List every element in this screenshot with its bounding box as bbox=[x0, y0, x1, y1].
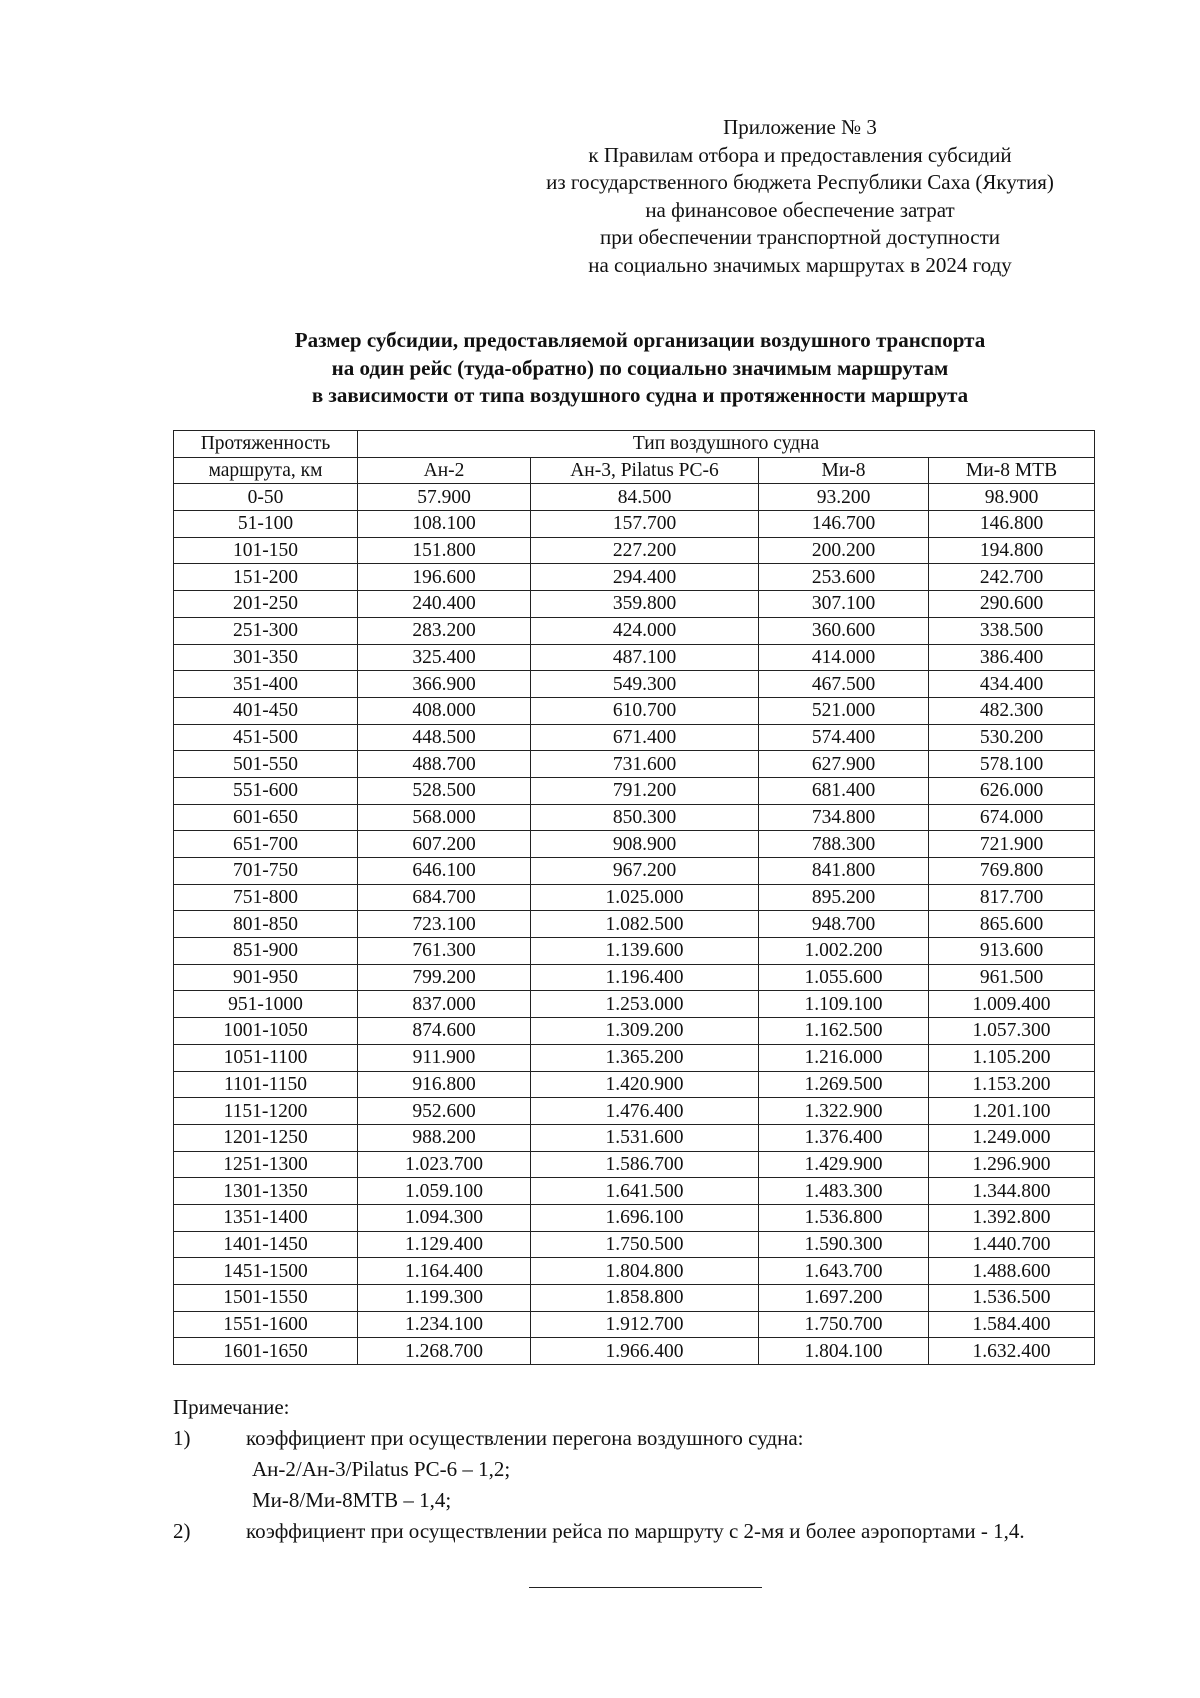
route-length-cell: 651-700 bbox=[174, 831, 358, 858]
mi8-mtv-value-cell: 674.000 bbox=[929, 804, 1095, 831]
header-aircraft-type: Тип воздушного судна bbox=[358, 431, 1095, 458]
header-an3-pilatus: Ан-3, Pilatus PC-6 bbox=[531, 457, 759, 484]
mi8-mtv-value-cell: 1.201.100 bbox=[929, 1098, 1095, 1125]
route-length-cell: 951-1000 bbox=[174, 991, 358, 1018]
an2-value-cell: 1.023.700 bbox=[358, 1151, 531, 1178]
mi8-mtv-value-cell: 1.296.900 bbox=[929, 1151, 1095, 1178]
an3-pilatus-value-cell: 1.253.000 bbox=[531, 991, 759, 1018]
table-row bbox=[174, 1178, 1095, 1205]
an3-pilatus-value-cell: 1.082.500 bbox=[531, 911, 759, 938]
mi8-mtv-value-cell: 194.800 bbox=[929, 537, 1095, 564]
an3-pilatus-value-cell: 1.420.900 bbox=[531, 1071, 759, 1098]
route-length-cell: 1101-1150 bbox=[174, 1071, 358, 1098]
table-row bbox=[174, 1124, 1095, 1151]
note-item bbox=[173, 1423, 1133, 1454]
mi8-value-cell: 1.162.500 bbox=[759, 1018, 929, 1045]
footer-divider bbox=[529, 1587, 762, 1588]
route-length-cell: 1051-1100 bbox=[174, 1044, 358, 1071]
route-length-cell: 1251-1300 bbox=[174, 1151, 358, 1178]
note-subitem-text: Ан-2/Ан-3/Pilatus PC-6 – 1,2; bbox=[252, 1457, 511, 1481]
notes-section bbox=[173, 1392, 1133, 1547]
mi8-value-cell: 1.055.600 bbox=[759, 964, 929, 991]
an2-value-cell: 684.700 bbox=[358, 884, 531, 911]
mi8-mtv-value-cell: 1.440.700 bbox=[929, 1231, 1095, 1258]
appendix-header bbox=[480, 114, 1120, 279]
appendix-header-line: из государственного бюджета Республики Саха (Якутия) bbox=[546, 170, 1054, 194]
table-row bbox=[174, 1258, 1095, 1285]
mi8-value-cell: 681.400 bbox=[759, 777, 929, 804]
table-row bbox=[174, 858, 1095, 885]
mi8-value-cell: 467.500 bbox=[759, 671, 929, 698]
an2-value-cell: 488.700 bbox=[358, 751, 531, 778]
table-row bbox=[174, 644, 1095, 671]
an3-pilatus-value-cell: 610.700 bbox=[531, 697, 759, 724]
an3-pilatus-value-cell: 671.400 bbox=[531, 724, 759, 751]
an3-pilatus-value-cell: 549.300 bbox=[531, 671, 759, 698]
table-row bbox=[174, 724, 1095, 751]
an3-pilatus-value-cell: 227.200 bbox=[531, 537, 759, 564]
mi8-value-cell: 895.200 bbox=[759, 884, 929, 911]
table-row bbox=[174, 1044, 1095, 1071]
route-length-cell: 1351-1400 bbox=[174, 1204, 358, 1231]
mi8-value-cell: 574.400 bbox=[759, 724, 929, 751]
an2-value-cell: 761.300 bbox=[358, 938, 531, 965]
an2-value-cell: 568.000 bbox=[358, 804, 531, 831]
an3-pilatus-value-cell: 1.858.800 bbox=[531, 1285, 759, 1312]
table-row bbox=[174, 884, 1095, 911]
an2-value-cell: 366.900 bbox=[358, 671, 531, 698]
header-route-length: Протяженность bbox=[174, 431, 358, 458]
an2-value-cell: 723.100 bbox=[358, 911, 531, 938]
an3-pilatus-value-cell: 908.900 bbox=[531, 831, 759, 858]
mi8-value-cell: 788.300 bbox=[759, 831, 929, 858]
an3-pilatus-value-cell: 1.025.000 bbox=[531, 884, 759, 911]
mi8-value-cell: 1.269.500 bbox=[759, 1071, 929, 1098]
an3-pilatus-value-cell: 1.365.200 bbox=[531, 1044, 759, 1071]
an3-pilatus-value-cell: 157.700 bbox=[531, 511, 759, 538]
an2-value-cell: 151.800 bbox=[358, 537, 531, 564]
an2-value-cell: 1.234.100 bbox=[358, 1311, 531, 1338]
an3-pilatus-value-cell: 1.586.700 bbox=[531, 1151, 759, 1178]
an3-pilatus-value-cell: 1.641.500 bbox=[531, 1178, 759, 1205]
mi8-value-cell: 200.200 bbox=[759, 537, 929, 564]
an2-value-cell: 108.100 bbox=[358, 511, 531, 538]
route-length-cell: 401-450 bbox=[174, 697, 358, 724]
mi8-value-cell: 627.900 bbox=[759, 751, 929, 778]
route-length-cell: 901-950 bbox=[174, 964, 358, 991]
an2-value-cell: 988.200 bbox=[358, 1124, 531, 1151]
route-length-cell: 801-850 bbox=[174, 911, 358, 938]
an2-value-cell: 325.400 bbox=[358, 644, 531, 671]
table-header-row bbox=[174, 431, 1095, 458]
an3-pilatus-value-cell: 1.912.700 bbox=[531, 1311, 759, 1338]
an2-value-cell: 1.268.700 bbox=[358, 1338, 531, 1365]
mi8-value-cell: 1.750.700 bbox=[759, 1311, 929, 1338]
header-an2: Ан-2 bbox=[358, 457, 531, 484]
an2-value-cell: 799.200 bbox=[358, 964, 531, 991]
mi8-value-cell: 948.700 bbox=[759, 911, 929, 938]
an2-value-cell: 1.199.300 bbox=[358, 1285, 531, 1312]
mi8-mtv-value-cell: 1.584.400 bbox=[929, 1311, 1095, 1338]
header-route-length-unit: маршрута, км bbox=[174, 457, 358, 484]
route-length-cell: 751-800 bbox=[174, 884, 358, 911]
appendix-header-line: Приложение № 3 bbox=[723, 115, 877, 139]
table-row bbox=[174, 964, 1095, 991]
document-title-line: Размер субсидии, предоставляемой организации воздушного транспорта bbox=[294, 328, 986, 352]
an3-pilatus-value-cell: 731.600 bbox=[531, 751, 759, 778]
an2-value-cell: 196.600 bbox=[358, 564, 531, 591]
mi8-mtv-value-cell: 530.200 bbox=[929, 724, 1095, 751]
subsidy-table bbox=[173, 430, 1095, 1365]
appendix-header-line: при обеспечении транспортной доступности bbox=[599, 225, 1001, 249]
an2-value-cell: 874.600 bbox=[358, 1018, 531, 1045]
an2-value-cell: 646.100 bbox=[358, 858, 531, 885]
note-subitem bbox=[173, 1485, 1133, 1516]
mi8-value-cell: 360.600 bbox=[759, 617, 929, 644]
mi8-mtv-value-cell: 626.000 bbox=[929, 777, 1095, 804]
route-length-cell: 1501-1550 bbox=[174, 1285, 358, 1312]
header-mi8: Ми-8 bbox=[759, 457, 929, 484]
mi8-mtv-value-cell: 913.600 bbox=[929, 938, 1095, 965]
an2-value-cell: 607.200 bbox=[358, 831, 531, 858]
table-row bbox=[174, 1071, 1095, 1098]
appendix-header-line: к Правилам отбора и предоставления субсидий bbox=[588, 142, 1012, 167]
table-row bbox=[174, 831, 1095, 858]
an2-value-cell: 240.400 bbox=[358, 591, 531, 618]
mi8-mtv-value-cell: 386.400 bbox=[929, 644, 1095, 671]
mi8-mtv-value-cell: 98.900 bbox=[929, 484, 1095, 511]
mi8-mtv-value-cell: 1.392.800 bbox=[929, 1204, 1095, 1231]
mi8-mtv-value-cell: 482.300 bbox=[929, 697, 1095, 724]
route-length-cell: 501-550 bbox=[174, 751, 358, 778]
mi8-mtv-value-cell: 1.105.200 bbox=[929, 1044, 1095, 1071]
document-title-line: на один рейс (туда-обратно) по социально значимым маршрутам bbox=[331, 355, 949, 380]
route-length-cell: 851-900 bbox=[174, 938, 358, 965]
appendix-header-line: на финансовое обеспечение затрат bbox=[645, 197, 955, 222]
an2-value-cell: 408.000 bbox=[358, 697, 531, 724]
route-length-cell: 1001-1050 bbox=[174, 1018, 358, 1045]
an2-value-cell: 1.164.400 bbox=[358, 1258, 531, 1285]
route-length-cell: 701-750 bbox=[174, 858, 358, 885]
mi8-value-cell: 734.800 bbox=[759, 804, 929, 831]
table-header-row bbox=[174, 457, 1095, 484]
table-row bbox=[174, 751, 1095, 778]
note-item bbox=[173, 1516, 1133, 1547]
an3-pilatus-value-cell: 1.196.400 bbox=[531, 964, 759, 991]
route-length-cell: 151-200 bbox=[174, 564, 358, 591]
an2-value-cell: 1.059.100 bbox=[358, 1178, 531, 1205]
route-length-cell: 451-500 bbox=[174, 724, 358, 751]
an2-value-cell: 837.000 bbox=[358, 991, 531, 1018]
route-length-cell: 201-250 bbox=[174, 591, 358, 618]
table-row bbox=[174, 938, 1095, 965]
mi8-value-cell: 253.600 bbox=[759, 564, 929, 591]
notes-title: Примечание: bbox=[173, 1395, 290, 1419]
mi8-value-cell: 414.000 bbox=[759, 644, 929, 671]
route-length-cell: 551-600 bbox=[174, 777, 358, 804]
mi8-value-cell: 1.109.100 bbox=[759, 991, 929, 1018]
table-row bbox=[174, 617, 1095, 644]
mi8-mtv-value-cell: 290.600 bbox=[929, 591, 1095, 618]
note-text: коэффициент при осуществлении рейса по маршруту с 2-мя и более аэропортами - 1,4. bbox=[246, 1519, 1025, 1543]
mi8-mtv-value-cell: 1.249.000 bbox=[929, 1124, 1095, 1151]
mi8-value-cell: 1.643.700 bbox=[759, 1258, 929, 1285]
mi8-value-cell: 1.590.300 bbox=[759, 1231, 929, 1258]
note-number: 1) bbox=[173, 1426, 191, 1450]
mi8-value-cell: 1.322.900 bbox=[759, 1098, 929, 1125]
route-length-cell: 51-100 bbox=[174, 511, 358, 538]
an3-pilatus-value-cell: 1.476.400 bbox=[531, 1098, 759, 1125]
an3-pilatus-value-cell: 1.804.800 bbox=[531, 1258, 759, 1285]
an3-pilatus-value-cell: 1.966.400 bbox=[531, 1338, 759, 1365]
route-length-cell: 1301-1350 bbox=[174, 1178, 358, 1205]
an3-pilatus-value-cell: 424.000 bbox=[531, 617, 759, 644]
note-text: коэффициент при осуществлении перегона воздушного судна: bbox=[246, 1426, 804, 1450]
table-row bbox=[174, 1285, 1095, 1312]
appendix-header-line: на социально значимых маршрутах в 2024 году bbox=[588, 252, 1012, 277]
route-length-cell: 1151-1200 bbox=[174, 1098, 358, 1125]
an2-value-cell: 57.900 bbox=[358, 484, 531, 511]
mi8-mtv-value-cell: 769.800 bbox=[929, 858, 1095, 885]
route-length-cell: 1201-1250 bbox=[174, 1124, 358, 1151]
mi8-mtv-value-cell: 578.100 bbox=[929, 751, 1095, 778]
table-row bbox=[174, 804, 1095, 831]
mi8-value-cell: 93.200 bbox=[759, 484, 929, 511]
table-row bbox=[174, 1231, 1095, 1258]
mi8-mtv-value-cell: 865.600 bbox=[929, 911, 1095, 938]
mi8-mtv-value-cell: 1.153.200 bbox=[929, 1071, 1095, 1098]
an2-value-cell: 911.900 bbox=[358, 1044, 531, 1071]
mi8-value-cell: 1.804.100 bbox=[759, 1338, 929, 1365]
an2-value-cell: 952.600 bbox=[358, 1098, 531, 1125]
mi8-value-cell: 1.429.900 bbox=[759, 1151, 929, 1178]
mi8-value-cell: 1.376.400 bbox=[759, 1124, 929, 1151]
table-row bbox=[174, 511, 1095, 538]
mi8-value-cell: 1.002.200 bbox=[759, 938, 929, 965]
an2-value-cell: 283.200 bbox=[358, 617, 531, 644]
an3-pilatus-value-cell: 967.200 bbox=[531, 858, 759, 885]
table-row bbox=[174, 1151, 1095, 1178]
document-title bbox=[160, 327, 1120, 410]
mi8-mtv-value-cell: 1.488.600 bbox=[929, 1258, 1095, 1285]
mi8-value-cell: 1.697.200 bbox=[759, 1285, 929, 1312]
an3-pilatus-value-cell: 1.531.600 bbox=[531, 1124, 759, 1151]
an2-value-cell: 916.800 bbox=[358, 1071, 531, 1098]
table-row bbox=[174, 1098, 1095, 1125]
route-length-cell: 1601-1650 bbox=[174, 1338, 358, 1365]
mi8-value-cell: 521.000 bbox=[759, 697, 929, 724]
an3-pilatus-value-cell: 84.500 bbox=[531, 484, 759, 511]
mi8-value-cell: 841.800 bbox=[759, 858, 929, 885]
an2-value-cell: 448.500 bbox=[358, 724, 531, 751]
table-row bbox=[174, 1311, 1095, 1338]
mi8-value-cell: 1.483.300 bbox=[759, 1178, 929, 1205]
note-subitem bbox=[173, 1454, 1133, 1485]
route-length-cell: 101-150 bbox=[174, 537, 358, 564]
table-row bbox=[174, 1338, 1095, 1365]
route-length-cell: 351-400 bbox=[174, 671, 358, 698]
an3-pilatus-value-cell: 1.696.100 bbox=[531, 1204, 759, 1231]
header-mi8-mtv: Ми-8 МТВ bbox=[929, 457, 1095, 484]
mi8-mtv-value-cell: 961.500 bbox=[929, 964, 1095, 991]
route-length-cell: 301-350 bbox=[174, 644, 358, 671]
an3-pilatus-value-cell: 791.200 bbox=[531, 777, 759, 804]
route-length-cell: 251-300 bbox=[174, 617, 358, 644]
mi8-mtv-value-cell: 721.900 bbox=[929, 831, 1095, 858]
an3-pilatus-value-cell: 1.309.200 bbox=[531, 1018, 759, 1045]
route-length-cell: 1401-1450 bbox=[174, 1231, 358, 1258]
an2-value-cell: 528.500 bbox=[358, 777, 531, 804]
mi8-mtv-value-cell: 242.700 bbox=[929, 564, 1095, 591]
mi8-mtv-value-cell: 817.700 bbox=[929, 884, 1095, 911]
an2-value-cell: 1.129.400 bbox=[358, 1231, 531, 1258]
route-length-cell: 1551-1600 bbox=[174, 1311, 358, 1338]
mi8-value-cell: 146.700 bbox=[759, 511, 929, 538]
route-length-cell: 601-650 bbox=[174, 804, 358, 831]
table-row bbox=[174, 991, 1095, 1018]
table-row bbox=[174, 1018, 1095, 1045]
note-number: 2) bbox=[173, 1519, 191, 1543]
note-subitem-text: Ми-8/Ми-8МТВ – 1,4; bbox=[252, 1488, 452, 1512]
table-row bbox=[174, 537, 1095, 564]
mi8-mtv-value-cell: 1.632.400 bbox=[929, 1338, 1095, 1365]
table-row bbox=[174, 591, 1095, 618]
an3-pilatus-value-cell: 359.800 bbox=[531, 591, 759, 618]
table-row bbox=[174, 697, 1095, 724]
document-title-line: в зависимости от типа воздушного судна и протяженности маршрута bbox=[311, 383, 969, 407]
mi8-value-cell: 1.536.800 bbox=[759, 1204, 929, 1231]
table-row bbox=[174, 564, 1095, 591]
mi8-mtv-value-cell: 1.536.500 bbox=[929, 1285, 1095, 1312]
mi8-mtv-value-cell: 1.344.800 bbox=[929, 1178, 1095, 1205]
route-length-cell: 0-50 bbox=[174, 484, 358, 511]
an3-pilatus-value-cell: 487.100 bbox=[531, 644, 759, 671]
an2-value-cell: 1.094.300 bbox=[358, 1204, 531, 1231]
mi8-value-cell: 307.100 bbox=[759, 591, 929, 618]
notes-title-row bbox=[173, 1392, 1133, 1423]
table-row bbox=[174, 671, 1095, 698]
table-row bbox=[174, 777, 1095, 804]
an3-pilatus-value-cell: 1.750.500 bbox=[531, 1231, 759, 1258]
table-row bbox=[174, 911, 1095, 938]
mi8-mtv-value-cell: 1.057.300 bbox=[929, 1018, 1095, 1045]
mi8-mtv-value-cell: 434.400 bbox=[929, 671, 1095, 698]
mi8-mtv-value-cell: 146.800 bbox=[929, 511, 1095, 538]
an3-pilatus-value-cell: 1.139.600 bbox=[531, 938, 759, 965]
table-row bbox=[174, 484, 1095, 511]
an3-pilatus-value-cell: 850.300 bbox=[531, 804, 759, 831]
mi8-mtv-value-cell: 1.009.400 bbox=[929, 991, 1095, 1018]
route-length-cell: 1451-1500 bbox=[174, 1258, 358, 1285]
mi8-mtv-value-cell: 338.500 bbox=[929, 617, 1095, 644]
an3-pilatus-value-cell: 294.400 bbox=[531, 564, 759, 591]
mi8-value-cell: 1.216.000 bbox=[759, 1044, 929, 1071]
table-row bbox=[174, 1204, 1095, 1231]
